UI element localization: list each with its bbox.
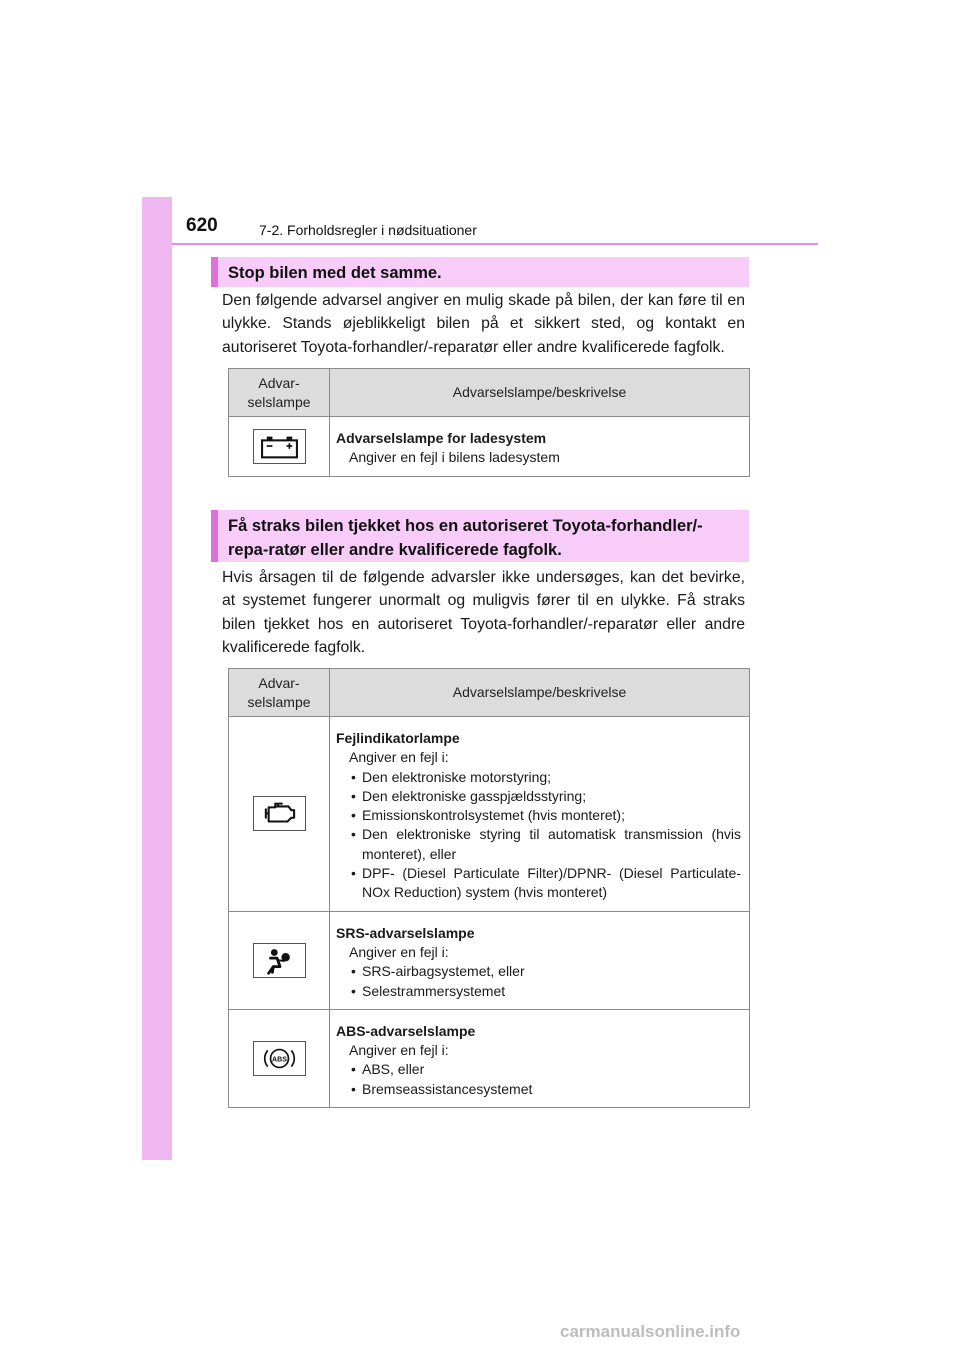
table-header-description: Advarselslampe/beskrivelse	[330, 669, 750, 717]
section-heading-stop: Stop bilen med det samme.	[211, 257, 749, 287]
airbag-icon	[253, 943, 306, 978]
fault-list	[336, 768, 741, 903]
lamp-title: Fejlindikatorlampe	[336, 730, 460, 746]
watermark: carmanualsonline.info	[560, 1322, 741, 1341]
lamp-text: Angiver en fejl i bilens ladesystem	[349, 449, 560, 466]
table-header-description: Advarselslampe/beskrivelse	[330, 369, 750, 417]
list-item: • Bremseassistancesystemet	[349, 1080, 741, 1099]
table-row	[229, 1009, 750, 1107]
table-row	[229, 417, 750, 477]
lamp-cell	[229, 1009, 330, 1107]
abs-icon-label: ABS	[271, 1056, 287, 1064]
list-item: • ABS, eller	[349, 1060, 741, 1079]
fault-list	[336, 1060, 741, 1099]
description-cell	[330, 1009, 750, 1107]
table-header-lamp: Advar- selslampe	[229, 669, 330, 717]
table-header-row	[229, 369, 750, 417]
section-title: 7-2. Forholdsregler i nødsituationer	[259, 222, 477, 238]
chapter-sidebar	[142, 197, 172, 1160]
battery-icon	[253, 429, 306, 464]
lamp-cell	[229, 911, 330, 1009]
lamp-text: Angiver en fejl i:	[349, 1042, 449, 1059]
section-heading-check: Få straks bilen tjekket hos en autoriseret Toyota-forhandler/-repa-ratør eller andre kvalificerede fagfolk.	[211, 510, 749, 562]
lamp-title: ABS-advarselslampe	[336, 1022, 476, 1039]
lamp-title: Advarselslampe for ladesystem	[336, 430, 547, 446]
warning-table-check	[228, 668, 750, 1108]
header-rule	[172, 243, 818, 245]
table-header-row	[229, 669, 750, 717]
section-paragraph-stop: Den følgende advarsel angiver en mulig skade på bilen, der kan føre til en ulykke. Stands øjeblikkeligt bilen på et sikkert sted, og kontakt en autoriseret Toyota-forhandler/-reparatør eller andre kvalificerede fagfolk.	[222, 292, 745, 356]
list-item: • Den elektroniske gasspjældsstyring;	[349, 787, 741, 806]
page-number: 620	[186, 215, 218, 236]
table-row	[229, 911, 750, 1009]
lamp-text: Angiver en fejl i:	[349, 749, 449, 766]
list-item: • SRS-airbagsystemet, eller	[349, 962, 741, 981]
lamp-cell	[229, 417, 330, 477]
abs-icon	[253, 1041, 306, 1076]
table-row	[229, 717, 750, 912]
table-header-lamp: Advar- selslampe	[229, 369, 330, 417]
engine-icon	[253, 796, 306, 831]
lamp-cell	[229, 717, 330, 912]
list-item: • Den elektroniske styring til automatisk transmission (hvis monteret), eller	[349, 825, 741, 864]
warning-table-stop	[228, 368, 750, 477]
section-paragraph-check: Hvis årsagen til de følgende advarsler ikke undersøges, kan det bevirke, at systemet fungerer unormalt og muligvis fører til en ulykke. Få straks bilen tjekket hos en autoriseret Toyota-forhandler/-reparatør eller andre kvalificerede fagfolk.	[222, 569, 745, 656]
list-item: • Selestrammersystemet	[349, 982, 741, 1001]
fault-list	[336, 962, 741, 1001]
description-cell	[330, 717, 750, 912]
description-cell	[330, 911, 750, 1009]
description-cell	[330, 417, 750, 477]
list-item: • Emissionskontrolsystemet (hvis monteret);	[349, 806, 741, 825]
list-item: • Den elektroniske motorstyring;	[349, 768, 741, 787]
lamp-title: SRS-advarselslampe	[336, 924, 475, 941]
lamp-text: Angiver en fejl i:	[349, 943, 449, 960]
list-item: • DPF- (Diesel Particulate Filter)/DPNR- (Diesel Particulate-NOx Reduction) system (hvis monteret)	[349, 864, 741, 903]
